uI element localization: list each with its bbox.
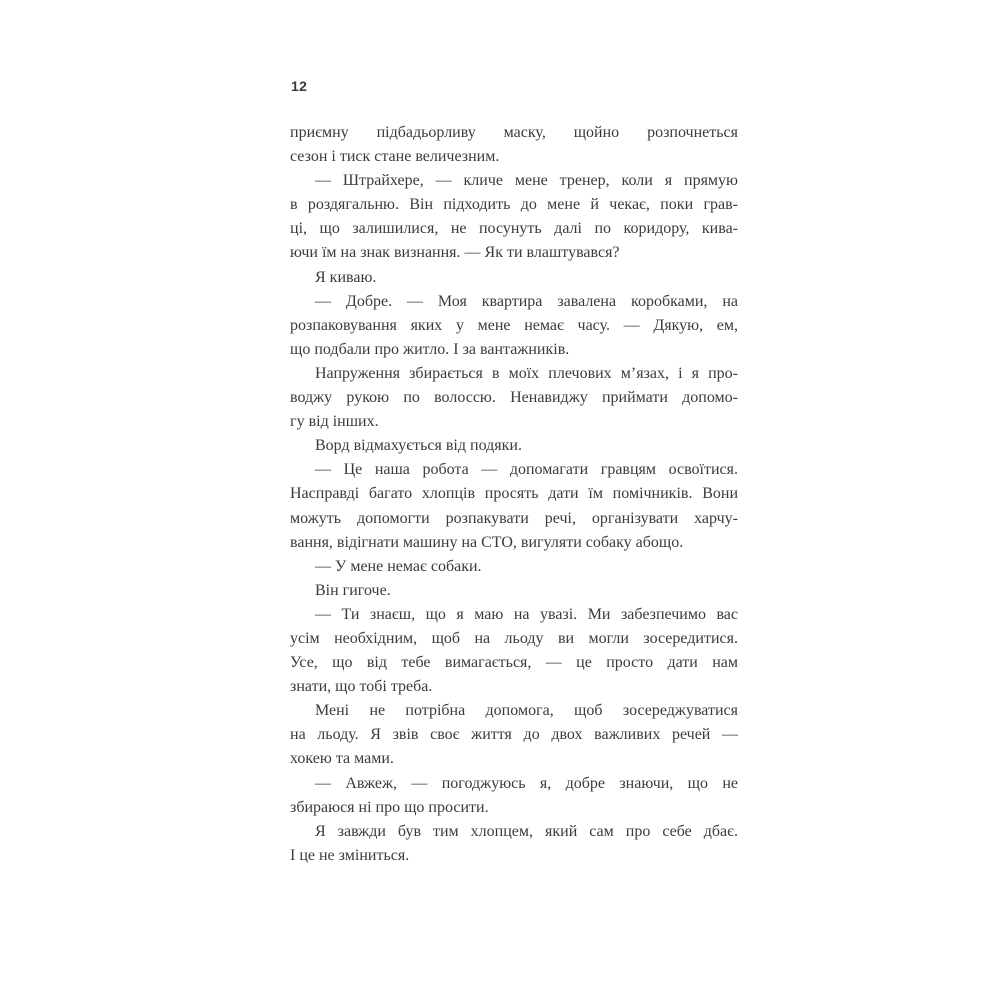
text-line: розпаковування яких у мене немає часу. — Дякую, ем, bbox=[290, 316, 738, 334]
text-line: що подбали про житло. І за вантажників. bbox=[290, 340, 570, 358]
text-line: Я киваю. bbox=[315, 268, 377, 286]
text-line: сезон і тиск стане величезним. bbox=[290, 148, 500, 166]
text-line: усім необхідним, щоб на льоду ви могли зосередитися. bbox=[290, 629, 738, 647]
paragraph bbox=[290, 579, 738, 603]
text-line: Насправді багато хлопців просять дати їм помічників. Вони bbox=[290, 485, 738, 503]
text-line: ючи їм на знак визнання. — Як ти влаштувався? bbox=[290, 244, 620, 262]
paragraph bbox=[290, 266, 738, 290]
text-line: збираюся ні про що просити. bbox=[290, 798, 489, 816]
text-line: ці, що залишилися, не посунуть далі по коридору, кива- bbox=[290, 220, 738, 238]
page-number: 12 bbox=[291, 78, 308, 94]
text-line: вання, відігнати машину на СТО, вигуляти собаку абощо. bbox=[290, 533, 684, 551]
paragraph bbox=[290, 603, 738, 699]
paragraph bbox=[290, 121, 738, 169]
text-line: І це не зміниться. bbox=[290, 846, 410, 864]
paragraph bbox=[290, 169, 738, 265]
text-line: Я завжди був тим хлопцем, який сам про себе дбає. bbox=[315, 822, 738, 840]
text-line: — Ти знаєш, що я маю на увазі. Ми забезпечимо вас bbox=[315, 605, 738, 623]
text-line: Напруження збирається в моїх плечових м’язах, і я про- bbox=[315, 364, 738, 382]
paragraph bbox=[290, 820, 738, 868]
text-line: воджу рукою по волоссю. Ненавиджу приймати допомо- bbox=[290, 389, 738, 407]
text-block bbox=[290, 121, 738, 868]
text-line: — Штрайхере, — кличе мене тренер, коли я прямую bbox=[315, 172, 738, 190]
text-line: в роздягальню. Він підходить до мене й чекає, поки грав- bbox=[290, 196, 738, 214]
paragraph bbox=[290, 699, 738, 771]
text-line: — У мене немає собаки. bbox=[315, 557, 482, 575]
text-line: — Добре. — Моя квартира завалена коробками, на bbox=[315, 292, 738, 310]
paragraph bbox=[290, 555, 738, 579]
text-line: — Авжеж, — погоджуюсь я, добре знаючи, що не bbox=[315, 774, 738, 792]
text-line: знати, що тобі треба. bbox=[290, 678, 433, 696]
paragraph bbox=[290, 772, 738, 820]
text-line: гу від інших. bbox=[290, 413, 379, 431]
paragraph bbox=[290, 458, 738, 554]
paragraph bbox=[290, 434, 738, 458]
text-line: Він гигоче. bbox=[315, 581, 391, 599]
text-line: Усе, що від тебе вимагається, — це просто дати нам bbox=[290, 654, 738, 672]
text-line: Мені не потрібна допомога, щоб зосереджуватися bbox=[315, 702, 738, 720]
text-line: — Це наша робота — допомагати гравцям освоїтися. bbox=[315, 461, 738, 479]
text-line: приємну підбадьорливу маску, щойно розпочнеться bbox=[290, 124, 738, 141]
text-line: можуть допомогти розпакувати речі, організувати харчу- bbox=[290, 509, 738, 527]
paragraph bbox=[290, 362, 738, 434]
paragraph bbox=[290, 290, 738, 362]
text-line: Ворд відмахується від подяки. bbox=[315, 437, 522, 455]
text-line: на льоду. Я звів своє життя до двох важливих речей — bbox=[290, 726, 738, 744]
text-line: хокею та мами. bbox=[290, 750, 394, 768]
